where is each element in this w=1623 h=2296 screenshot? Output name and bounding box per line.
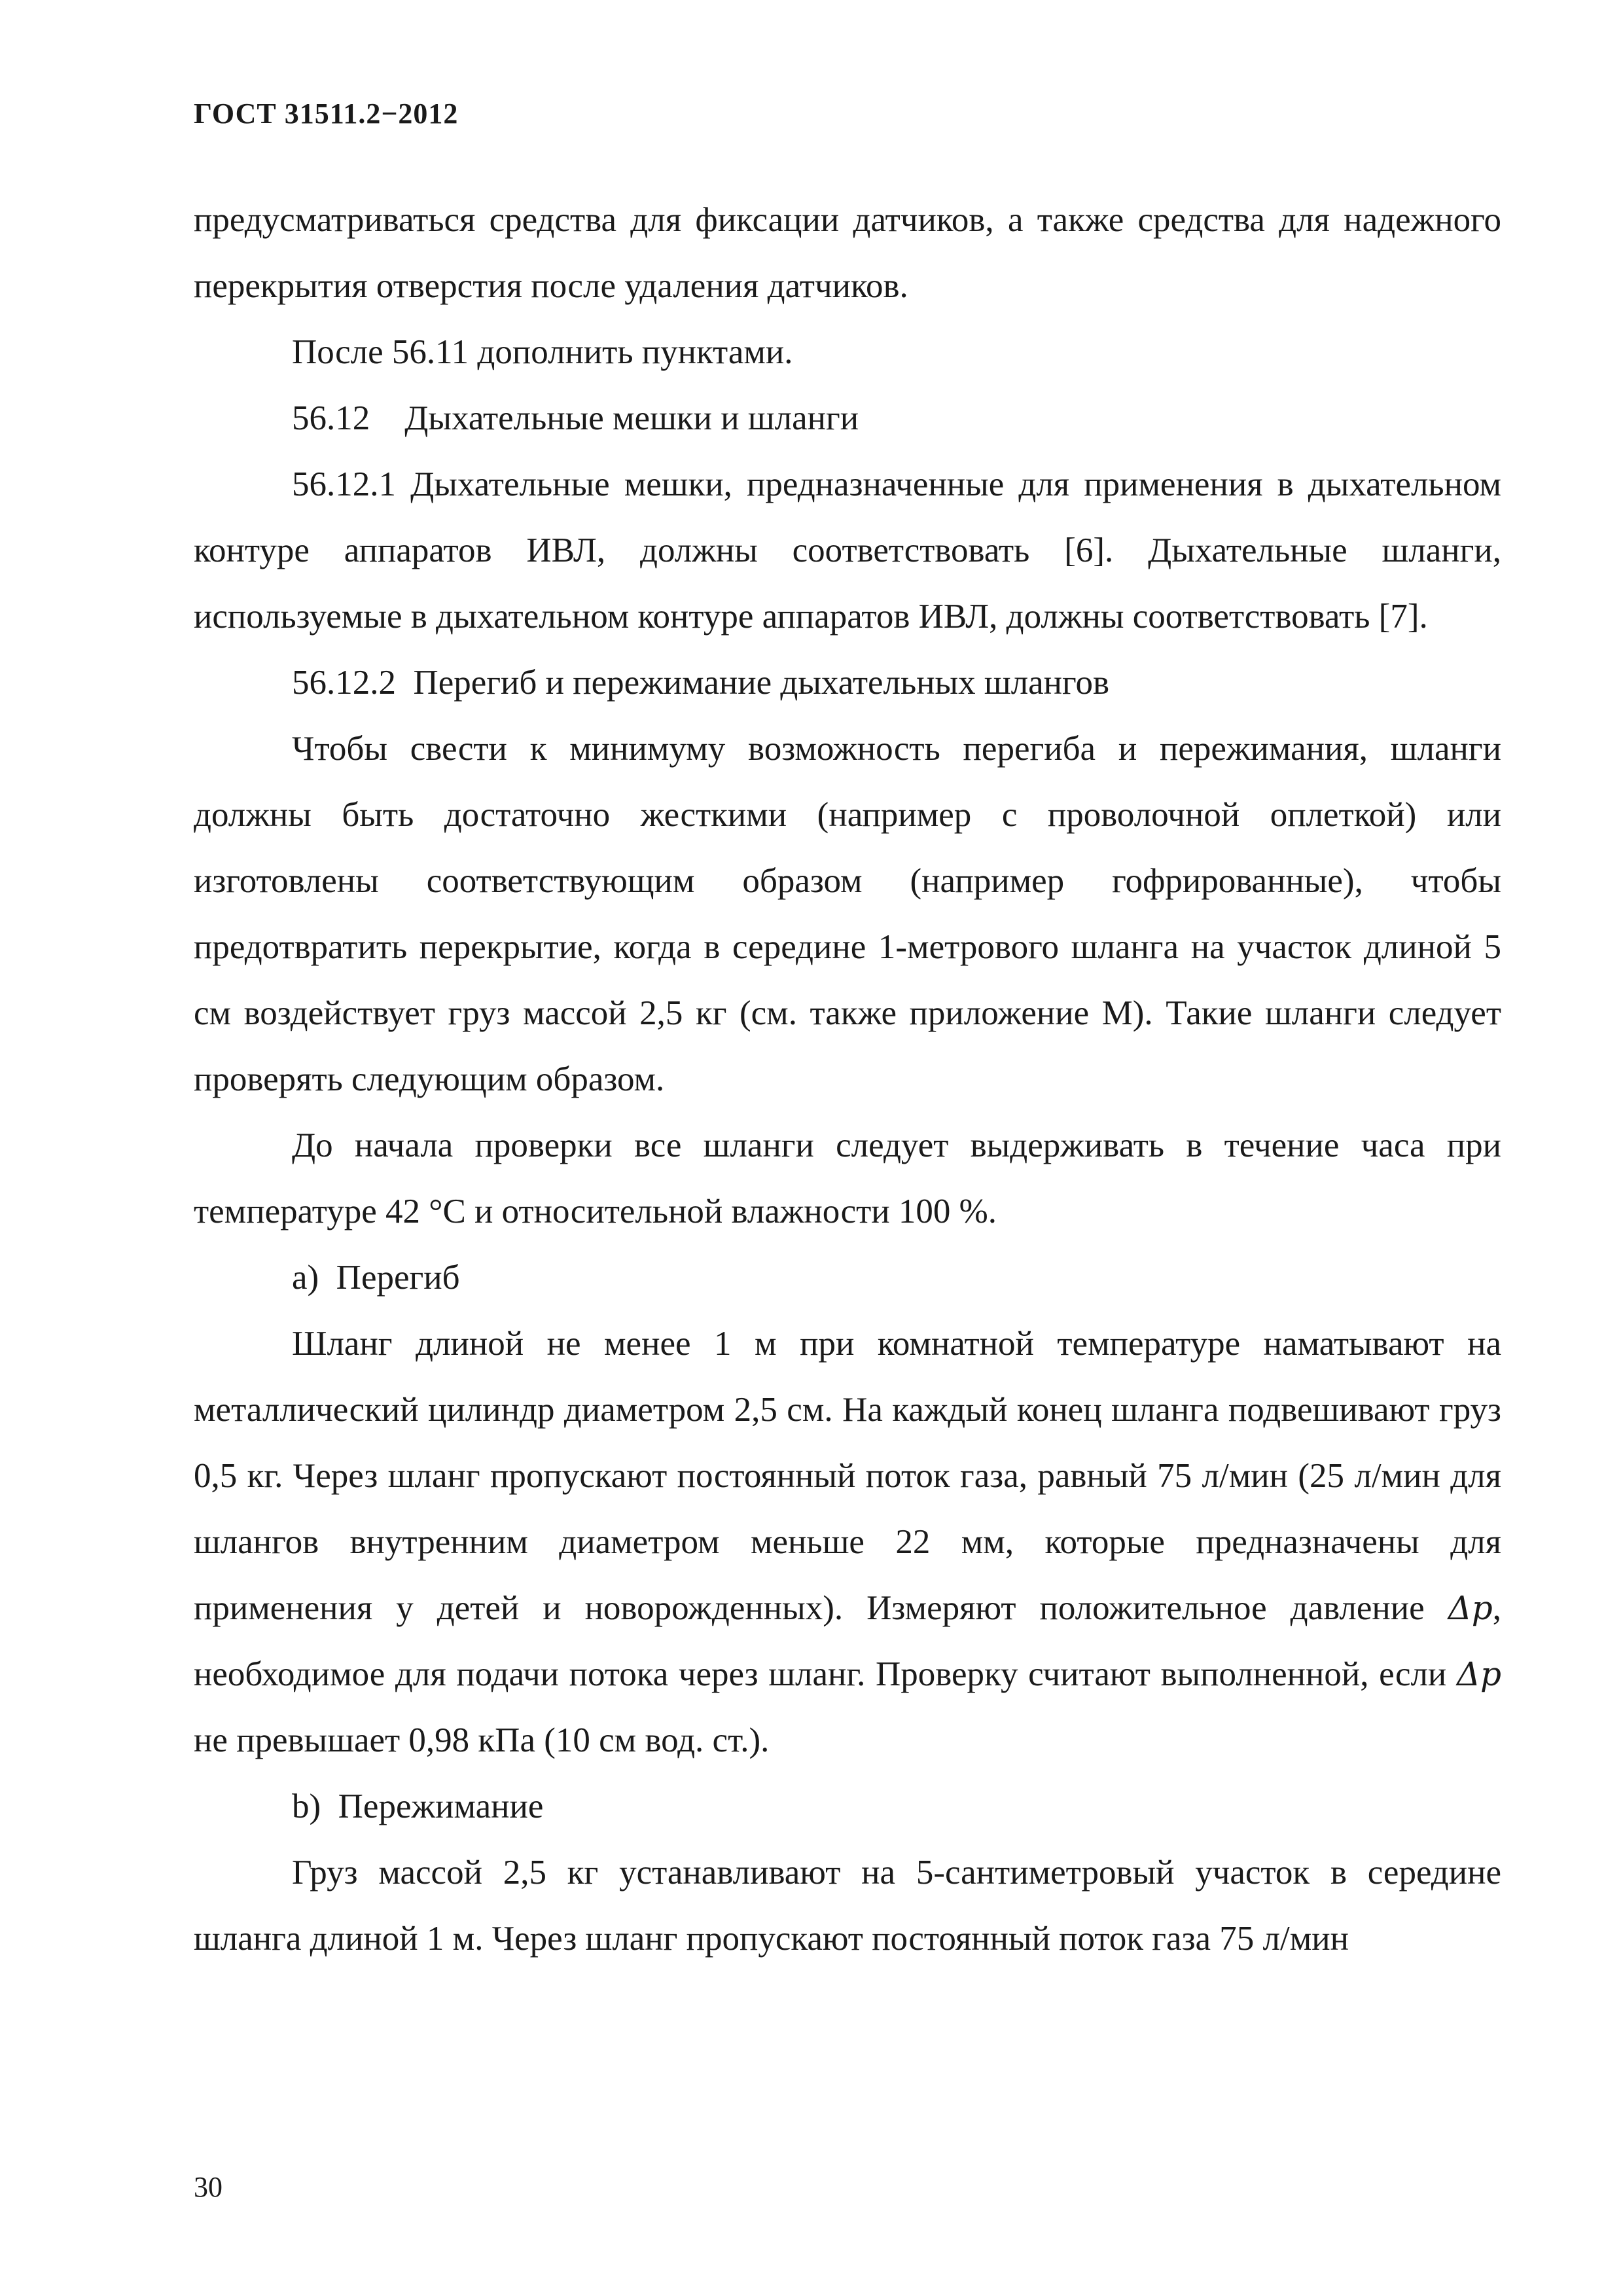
list-item-heading: a) Перегиб [292,1259,460,1297]
section-heading: 56.12 Дыхательные мешки и шланги [292,399,859,437]
paragraph: предусматриваться средства для фиксации датчиков, а также средства для надежного перекрытия отверстия после удаления датчиков. [194,201,1501,305]
paragraph: Чтобы свести к минимуму возможность перегиба и пережимания, шланги должны быть достаточно жесткими (например с проволочной оплеткой) или изготовлены соответствующим образом (например гофрированные), чтобы предотвратить перекрытие, когда в середине 1-метрового шланга на участок длиной 5 см воздействует груз массой 2,5 кг (см. также приложение М). Такие шланги следует проверять следующим образом. [194,730,1501,1098]
delta-p-symbol: Δp [1448,1589,1493,1627]
text-run: Шланг длиной не менее 1 м при комнатной температуре наматывают на металлический цилиндр диаметром 2,5 см. На каждый конец шланга подвешивают груз 0,5 кг. Через шланг пропускают постоянный поток газа, равный 75 л/мин (25 л/мин для шлангов внутренним диаметром меньше 22 мм, которые предназначены для применения у детей и новорожденных). Измеряют положительное давление [194,1325,1501,1627]
text-run: , необходимое для подачи потока через шланг. Проверку считают выполненной, если [194,1589,1501,1693]
paragraph [194,1311,1501,1774]
paragraph: После 56.11 дополнить пунктами. [292,333,793,371]
section-heading: 56.12.2 Перегиб и пережимание дыхательных шлангов [292,664,1109,702]
paragraph: 56.12.1 Дыхательные мешки, предназначенные для применения в дыхательном контуре аппаратов ИВЛ, должны соответствовать [6]. Дыхательные шланги, используемые в дыхательном контуре аппаратов ИВЛ, должны соответствовать [7]. [194,465,1501,636]
document-body [194,187,1501,1972]
list-item-heading: b) Пережимание [292,1787,544,1825]
page-header: ГОСТ 31511.2−2012 [194,98,459,130]
paragraph: Груз массой 2,5 кг устанавливают на 5-сантиметровый участок в середине шланга длиной 1 м. Через шланг пропускают постоянный поток газа 75 л/мин [194,1854,1501,1958]
text-run: не превышает 0,98 кПа (10 см вод. ст.). [194,1721,770,1759]
page-number: 30 [194,2171,223,2203]
delta-p-symbol: Δp [1456,1655,1502,1693]
paragraph: До начала проверки все шланги следует выдерживать в течение часа при температуре 42 °С и относительной влажности 100 %. [194,1126,1501,1230]
